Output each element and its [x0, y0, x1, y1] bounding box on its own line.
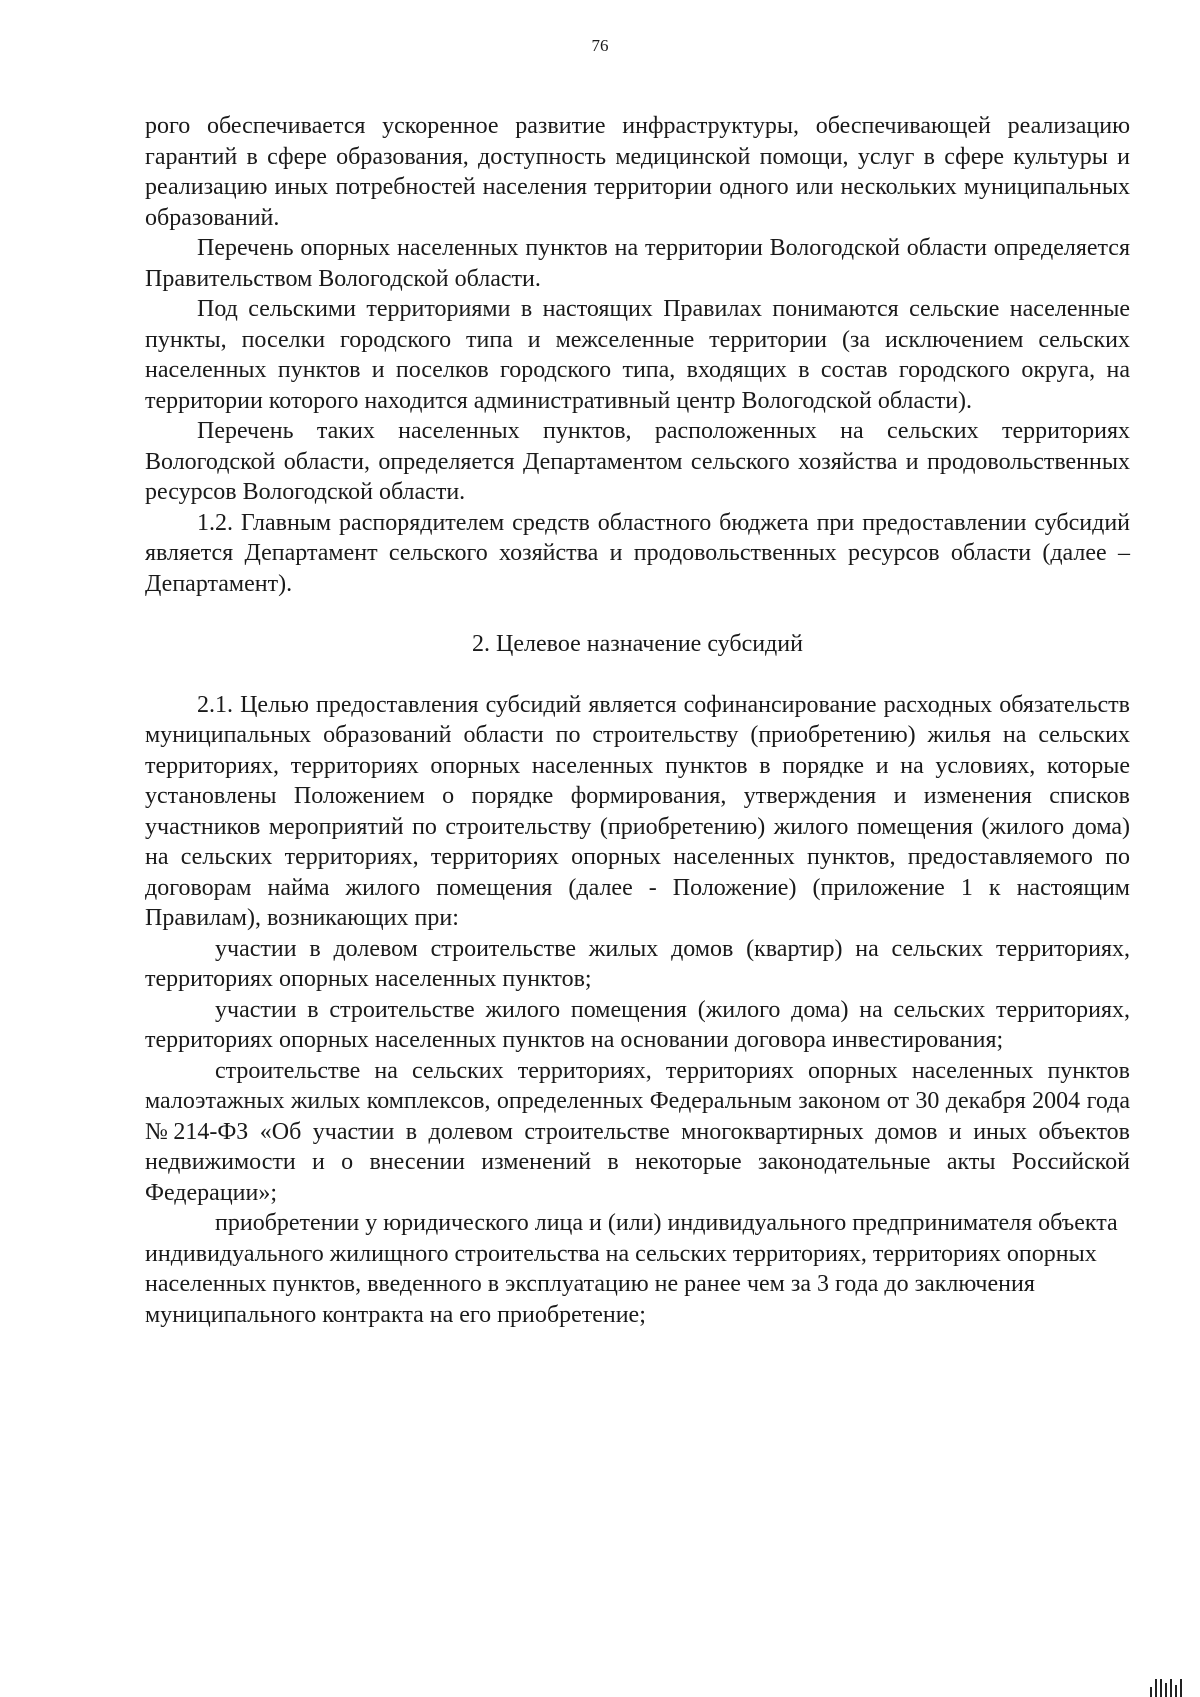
section-heading: 2. Целевое назначение субсидий: [472, 631, 803, 657]
paragraph: Под сельскими территориями в настоящих Правилах понимаются сельские населенные пункты, поселки городского типа и межселенные территории (за исключением сельских населенных пунктов и поселков городского типа, входящих в состав городского округа, на территории которого находится административный центр Вологодской области).: [145, 296, 1130, 414]
paragraph: 1.2. Главным распорядителем средств областного бюджета при предоставлении субсидий является Департамент сельского хозяйства и продовольственных ресурсов области (далее – Департамент).: [145, 509, 1130, 597]
paragraph: Перечень опорных населенных пунктов на территории Вологодской области определяется Правительством Вологодской области.: [145, 235, 1130, 292]
paragraph: Перечень таких населенных пунктов, расположенных на сельских территориях Вологодской области, определяется Департаментом сельского хозяйства и продовольственных ресурсов Вологодской области.: [145, 418, 1130, 505]
paragraph: рого обеспечивается ускоренное развитие инфраструктуры, обеспечивающей реализацию гарантий в сфере образования, доступность медицинской помощи, услуг в сфере культуры и реализацию иных потребностей населения территории одного или нескольких муниципальных образований.: [145, 113, 1130, 231]
scan-mark: [1150, 1675, 1182, 1697]
list-item: участии в строительстве жилого помещения (жилого дома) на сельских территориях, территориях опорных населенных пунктов на основании договора инвестирования;: [145, 996, 1130, 1053]
paragraph: 2.1. Целью предоставления субсидий является софинансирование расходных обязательств муниципальных образований области по строительству (приобретению) жилья на сельских территориях, территориях опорных населенных пунктов в порядке и на условиях, которые установлены Положением о порядке формирования, утверждения и изменения списков участников мероприятий по строительству (приобретению) жилого помещения (жилого дома) на сельских территориях, территориях опорных населенных пунктов, предоставляемого по договорам найма жилого помещения (далее - Положение) (приложение 1 к настоящим Правилам), возникающих при:: [145, 691, 1130, 931]
list-item: строительстве на сельских территориях, территориях опорных населенных пунктов малоэтажных жилых комплексов, определенных Федеральным законом от 30 декабря 2004 года №214-ФЗ «Об участии в долевом строительстве многоквартирных домов и иных объектов недвижимости и о внесении изменений в некоторые законодательные акты Российской Федерации»;: [145, 1057, 1130, 1206]
document-body: [145, 111, 1130, 1330]
list-item: приобретении у юридического лица и (или) индивидуального предпринимателя объекта индивидуального жилищного строительства на сельских территориях, территориях опорных населенных пунктов, введенного в эксплуатацию не ранее чем за 3 года до заключения муниципального контракта на его приобретение;: [145, 1210, 1118, 1328]
list-item: участии в долевом строительстве жилых домов (квартир) на сельских территориях, территориях опорных населенных пунктов;: [145, 935, 1130, 992]
page-number: 76: [591, 36, 609, 55]
